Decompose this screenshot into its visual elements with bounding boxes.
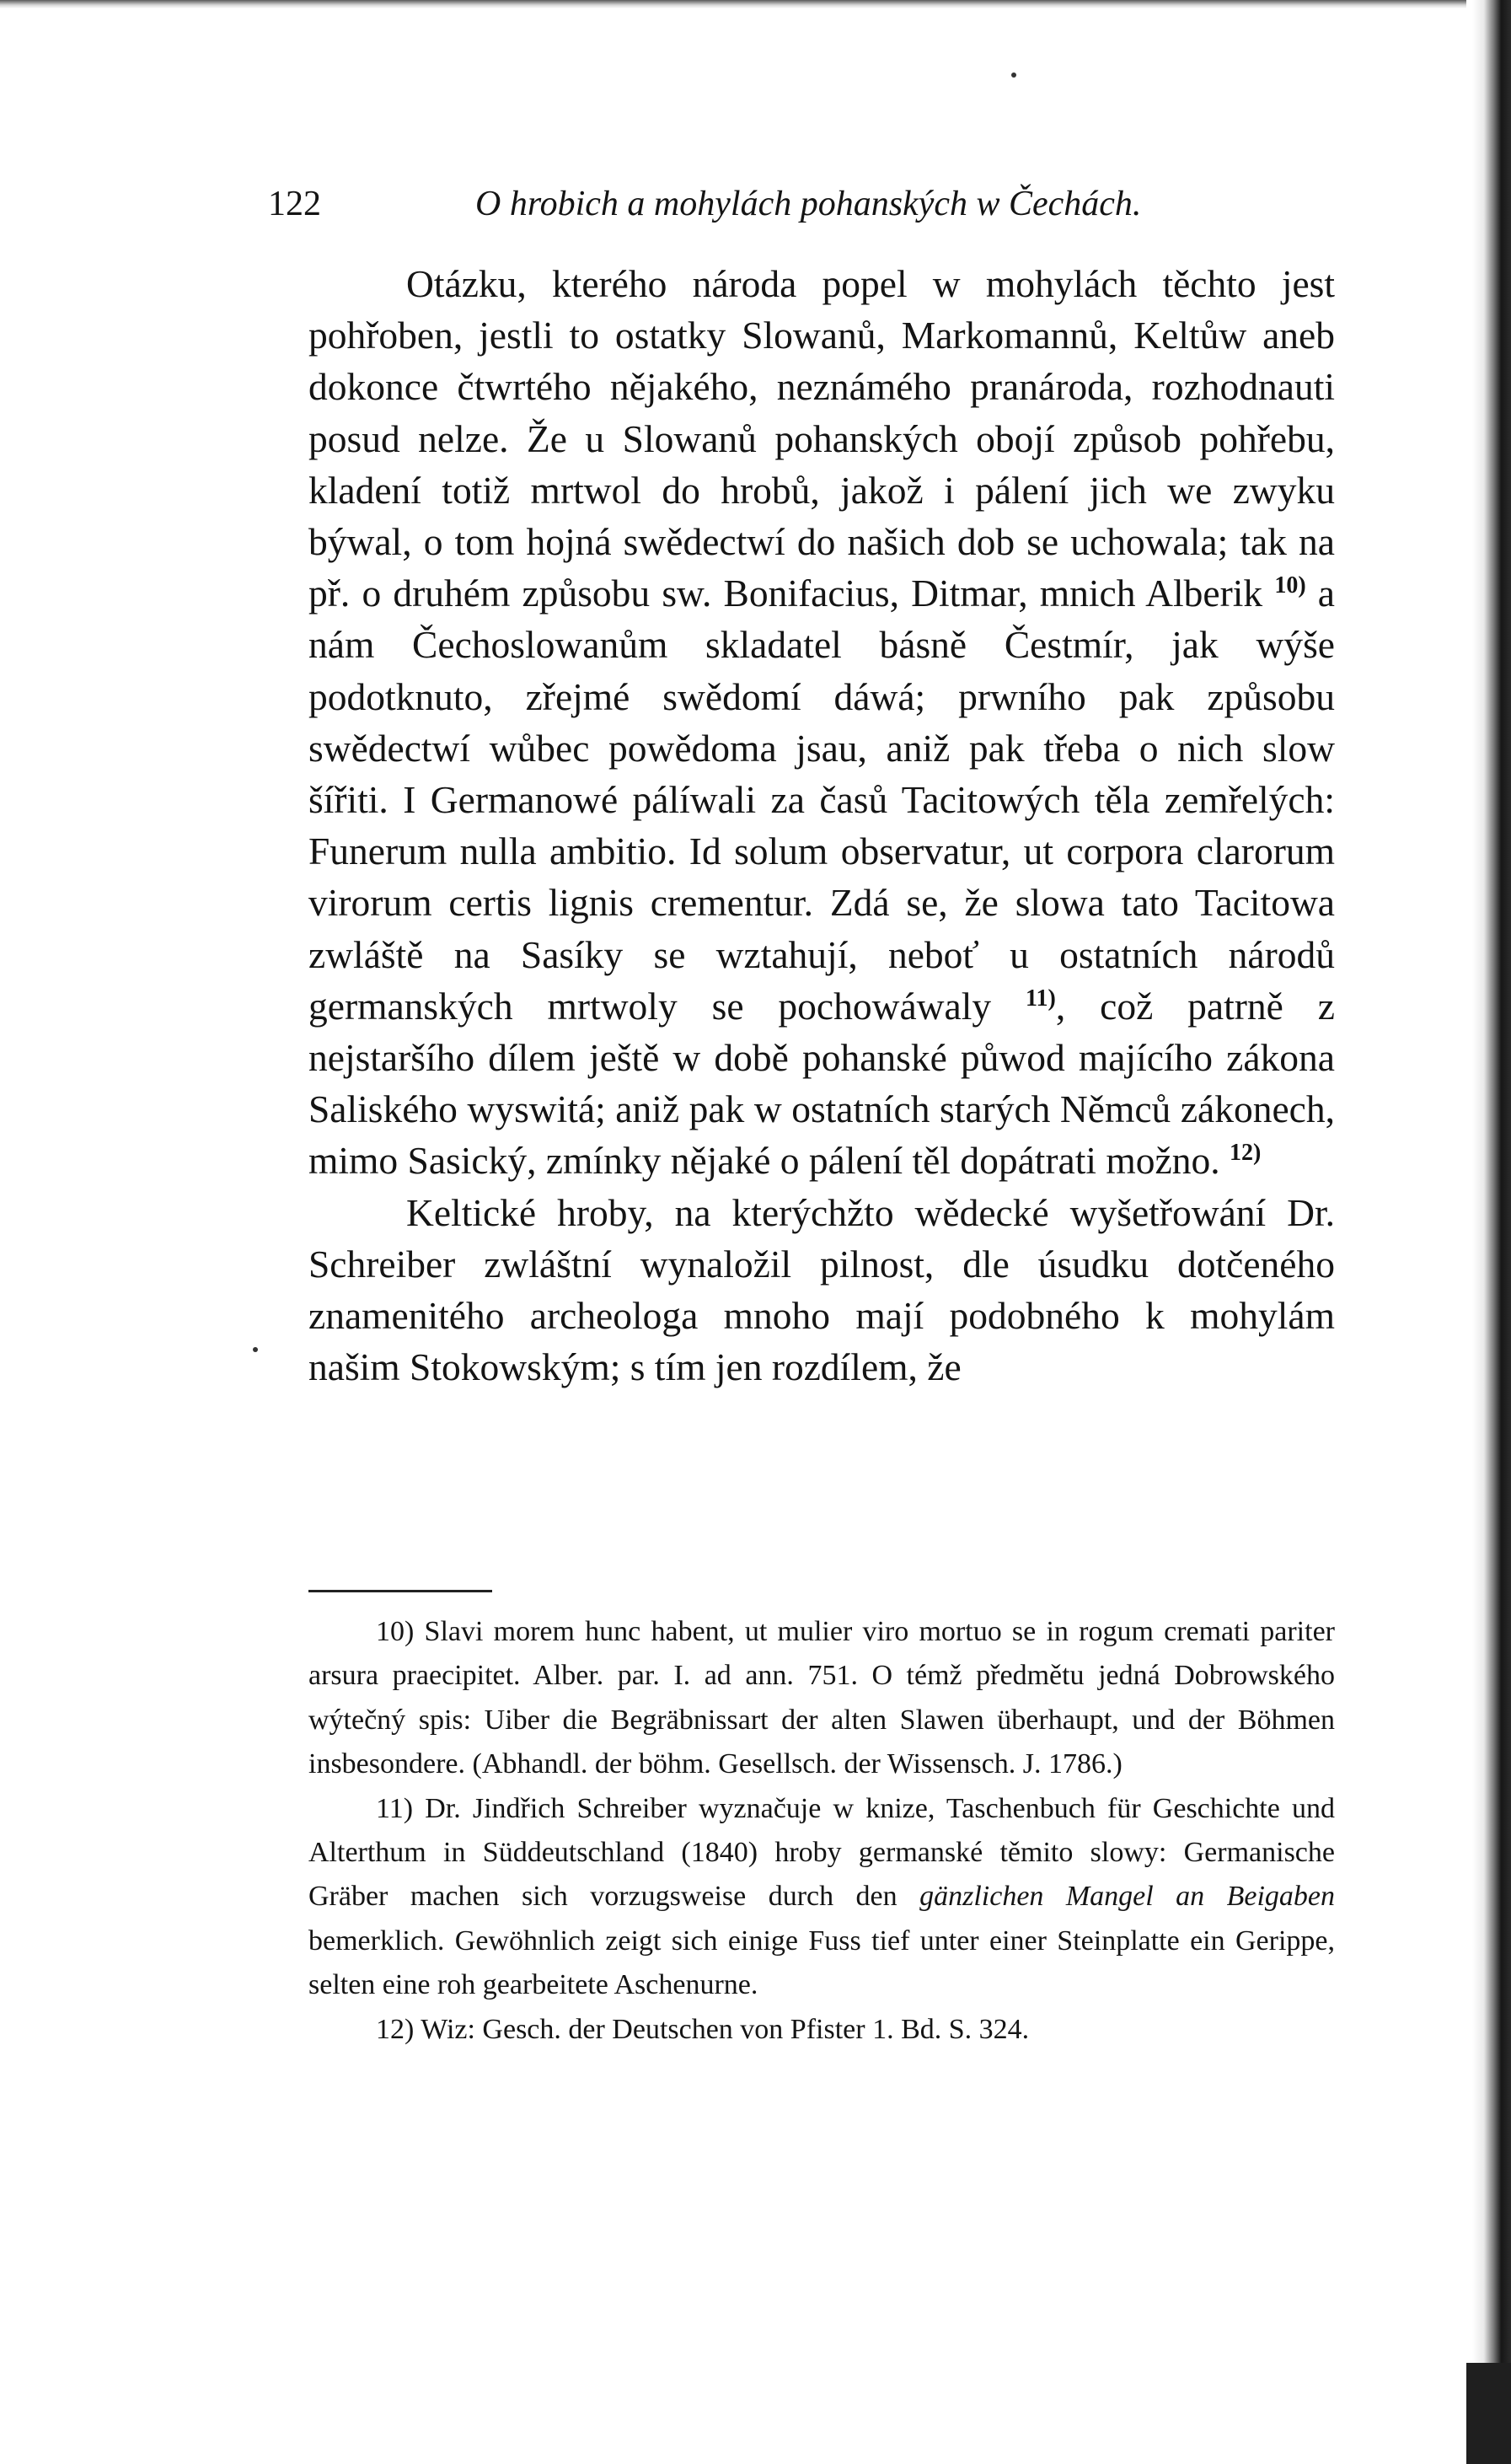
footnote-ref-11: 11) — [1026, 985, 1056, 1012]
footnote-text: bemerklich. Gewöhnlich zeigt sich einige Fuss tief unter einer Steinplatte ein Gerippe, selten eine roh gearbeitete Aschenurne. — [308, 1924, 1335, 2001]
footnote-12: 12) Wiz: Gesch. der Deutschen von Pfister 1. Bd. S. 324. — [376, 2013, 1030, 2045]
footnote-ref-10: 10) — [1274, 572, 1306, 599]
page-header — [268, 179, 1338, 229]
scan-speck — [1011, 72, 1016, 78]
footnote-10: 10) Slavi morem hunc habent, ut mulier viro mortuo se in rogum cremati pariter arsura praecipitet. Alber. par. I. ad ann. 751. O témž předmětu jedná Dobrowského wýtečný spis: Uiber die Begräbnissart der alten Slawen überhaupt, und der Böhmen insbesondere. (Abhandl. der böhm. Gesellsch. der Wissensch. J. 1786.) — [308, 1616, 1335, 1780]
main-text — [308, 258, 1335, 1393]
footnote-text: 11) Dr. Jindřich Schreiber wyznačuje w knize, Taschenbuch für Geschichte und Alterthum in Süddeutschland (1840) hroby germanské těmito slowy: Germanische Gräber machen sich vorzugsweise durch den — [308, 1792, 1335, 1913]
footnotes — [308, 1610, 1335, 2052]
scan-right-edge — [1472, 0, 1511, 2464]
footnote-separator — [308, 1590, 492, 1592]
footnote-ref-12: 12) — [1230, 1140, 1262, 1167]
paragraph: Keltické hroby, na kterýchžto wědecké wyšetřowání Dr. Schreiber zwláštní wynaložil pilnost, dle úsudku dotčeného znamenitého archeologa mnoho mají podobného k mohylám našim Stokowským; s tím jen rozdílem, že — [308, 1190, 1335, 1389]
paragraph — [308, 258, 1335, 1187]
paragraph-text: , což patrně z nejstaršího dílem ještě w době pohanské půwod majícího zákona Saliského wyswitá; aniž pak w ostatních starých Němců zákonech, mimo Sasický, zmínky nějaké o pálení těl dopátrati možno. — [308, 984, 1335, 1183]
scan-top-edge — [0, 0, 1466, 8]
page-number: 122 — [268, 185, 321, 223]
footnote-11 — [308, 1787, 1335, 2008]
running-title: O hrobich a mohylách pohanských w Čechách. — [475, 185, 1142, 223]
footnote-italic: gänzlichen Mangel an Beigaben — [919, 1881, 1336, 1913]
scan-speck — [253, 1347, 258, 1352]
paragraph-text: a nám Čechoslowanům skladatel básně Čestmír, jak wýše podotknuto, zřejmé swědomí dáwá; prwního pak způsobu swědectwí wůbec powědoma jsau, aniž pak třeba o nich slow šířiti. I Germanowé pálíwali za časů Tacitowých těla zemřelých: Funerum nulla ambitio. Id solum observatur, ut corpora clarorum virorum certis lignis crementur. Zdá se, že slowa tato Tacitowa zwláště na Sasíky se wztahují, neboť u ostatních národů germanských mrtwoly se pochowáwaly — [308, 572, 1336, 1028]
scan-corner-shadow — [1466, 2363, 1511, 2464]
paragraph-text: Otázku, kterého národa popel w mohylách těchto jest pohřoben, jestli to ostatky Slowanů, Markomannů, Keltůw aneb dokonce čtwrtého nějakého, neznámého pranároda, rozhodnauti posud nelze. Že u Slowanů pohanských obojí způsob pohřebu, kladení totiž mrtwol do hrobů, jakož i pálení jich we zwyku býwal, o tom hojná swědectwí do našich dob se uchowala; tak na př. o druhém způsobu sw. Bonifacius, Ditmar, mnich Alberik — [308, 262, 1335, 615]
